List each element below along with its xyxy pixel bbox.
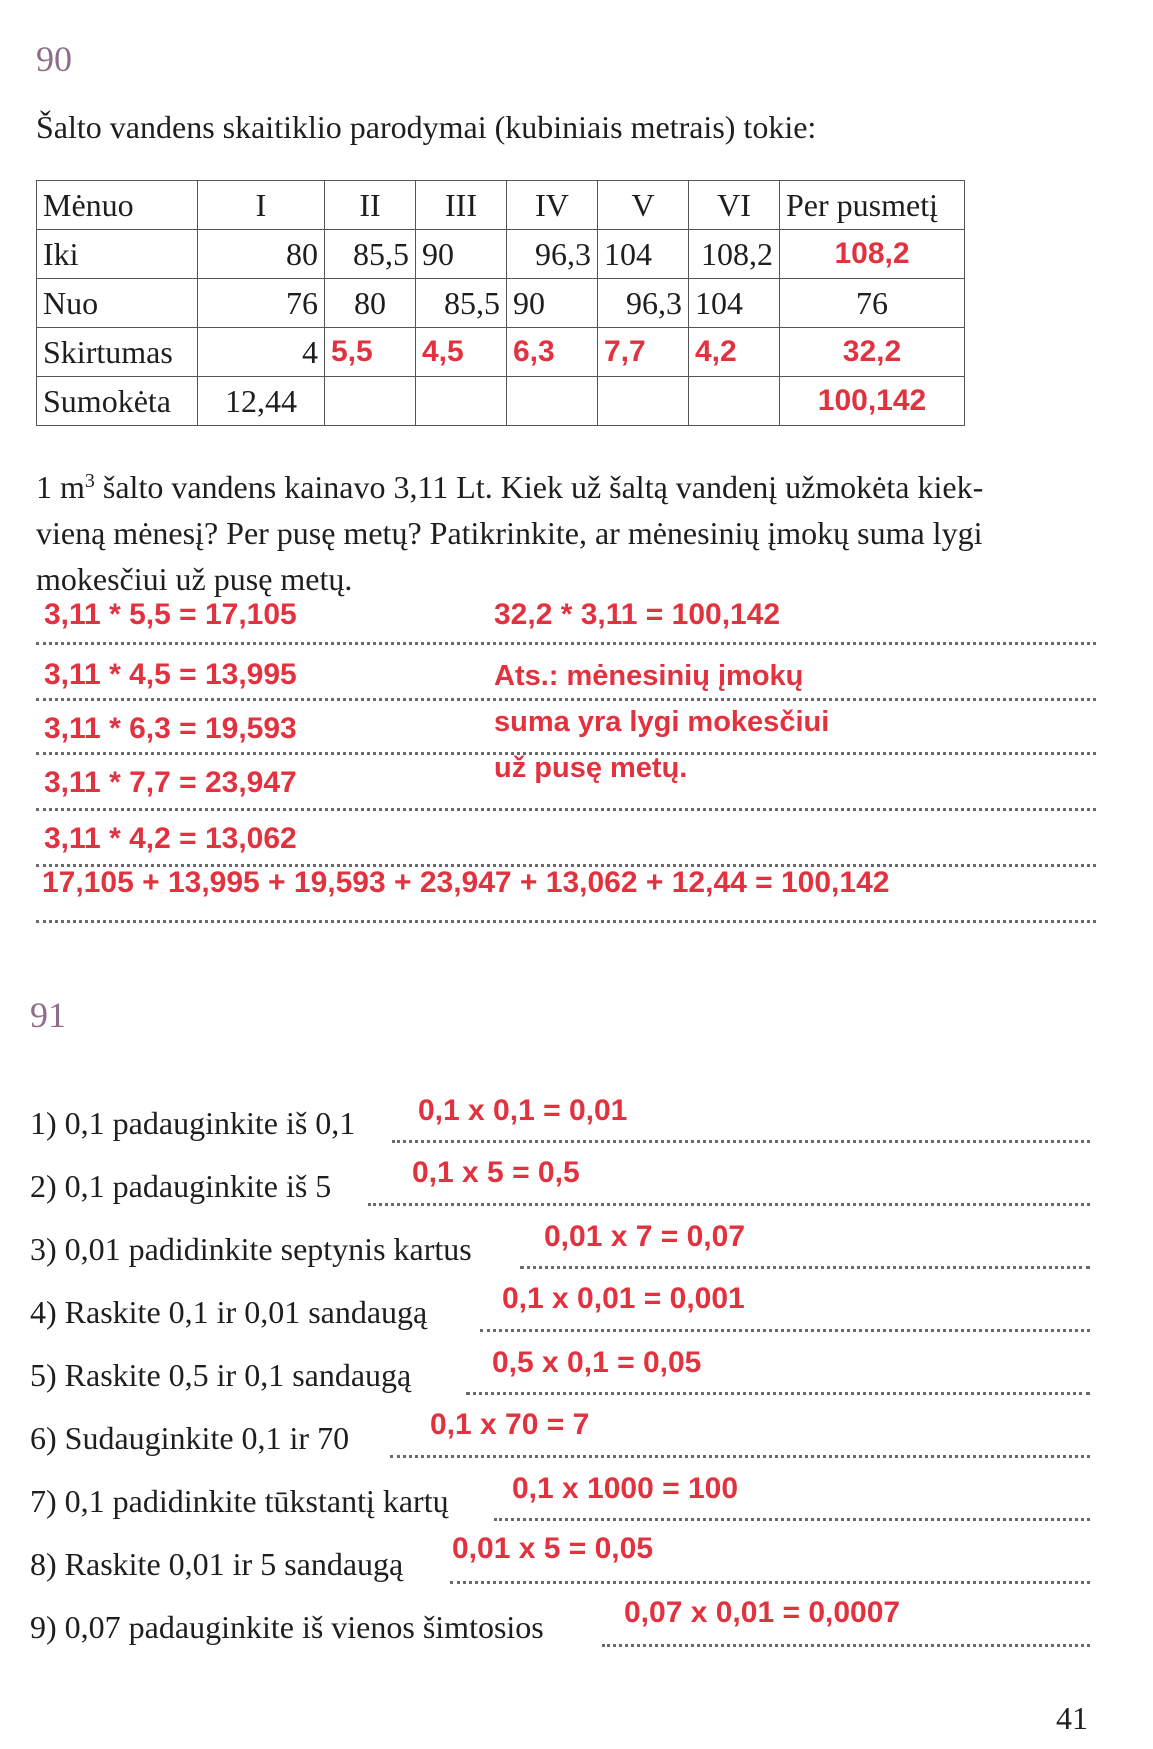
question-unit-exponent: 3 bbox=[84, 470, 95, 492]
table-row bbox=[37, 328, 965, 377]
row-label: Sumokėta bbox=[37, 377, 198, 426]
answer-dotted-line bbox=[480, 1329, 1090, 1332]
exercise-90-number: 90 bbox=[36, 39, 72, 79]
table-cell: 12,44 bbox=[198, 377, 325, 426]
table-header-row bbox=[37, 181, 965, 230]
header-cell: Per pusmetį bbox=[780, 181, 965, 230]
handwritten-answer: 0,1 x 1000 = 100 bbox=[512, 1472, 739, 1505]
handwritten-calc: 3,11 * 7,7 = 23,947 bbox=[44, 766, 297, 799]
header-cell: I bbox=[198, 181, 325, 230]
list-item: 2) 0,1 padauginkite iš 5 bbox=[30, 1168, 332, 1204]
handwritten-answer: už pusę metų. bbox=[494, 752, 688, 784]
exercise-91-number: 91 bbox=[30, 995, 66, 1035]
table-cell: 104 bbox=[598, 230, 689, 279]
handwritten-answer: 0,1 x 70 = 7 bbox=[430, 1408, 590, 1441]
table-cell: 85,5 bbox=[416, 279, 507, 328]
handwritten-calc: 3,11 * 6,3 = 19,593 bbox=[44, 712, 297, 745]
table-row bbox=[37, 279, 965, 328]
handwritten-answer: 0,01 x 7 = 0,07 bbox=[544, 1220, 746, 1253]
answer-dotted-line bbox=[36, 698, 1096, 701]
answer-dotted-line bbox=[466, 1392, 1090, 1395]
question-unit: 1 m bbox=[36, 469, 85, 505]
handwritten-cell: 4,2 bbox=[689, 328, 780, 377]
answer-dotted-line bbox=[36, 920, 1096, 923]
handwritten-cell: 6,3 bbox=[507, 328, 598, 377]
list-item: 9) 0,07 padauginkite iš vienos šimtosios bbox=[30, 1609, 544, 1645]
header-cell: VI bbox=[689, 181, 780, 230]
answer-dotted-line bbox=[450, 1581, 1090, 1584]
table-cell: 4 bbox=[198, 328, 325, 377]
list-item: 6) Sudauginkite 0,1 ir 70 bbox=[30, 1420, 350, 1456]
handwritten-answer: 0,1 x 5 = 0,5 bbox=[412, 1156, 580, 1189]
table-cell: 96,3 bbox=[507, 230, 598, 279]
handwritten-answer: 0,5 x 0,1 = 0,05 bbox=[492, 1346, 702, 1379]
question-text: šalto vandens kainavo 3,11 Lt. Kiek už šaltą vandenį užmokėta kiek- bbox=[94, 469, 984, 505]
water-meter-table bbox=[36, 180, 965, 426]
table-cell: 108,2 bbox=[689, 230, 780, 279]
table-cell: 80 bbox=[325, 279, 416, 328]
handwritten-cell: 32,2 bbox=[780, 328, 965, 377]
header-cell: Mėnuo bbox=[37, 181, 198, 230]
table-cell: 90 bbox=[416, 230, 507, 279]
list-item: 7) 0,1 padidinkite tūkstantį kartų bbox=[30, 1483, 449, 1519]
handwritten-total: 32,2 * 3,11 = 100,142 bbox=[494, 598, 781, 631]
handwritten-calc: 3,11 * 5,5 = 17,105 bbox=[44, 598, 297, 631]
handwritten-calc: 3,11 * 4,2 = 13,062 bbox=[44, 822, 297, 855]
exercise-90-intro: Šalto vandens skaitiklio parodymai (kubiniais metrais) tokie: bbox=[36, 109, 817, 145]
answer-dotted-line bbox=[494, 1518, 1090, 1521]
handwritten-cell: 7,7 bbox=[598, 328, 689, 377]
answer-dotted-line bbox=[520, 1266, 1090, 1269]
table-row bbox=[37, 230, 965, 279]
table-cell: 76 bbox=[780, 279, 965, 328]
table-row bbox=[37, 377, 965, 426]
answer-dotted-line bbox=[602, 1644, 1090, 1647]
answer-dotted-line bbox=[390, 1455, 1090, 1458]
row-label: Nuo bbox=[37, 279, 198, 328]
list-item: 3) 0,01 padidinkite septynis kartus bbox=[30, 1231, 472, 1267]
list-item: 8) Raskite 0,01 ir 5 sandaugą bbox=[30, 1546, 404, 1582]
table-cell bbox=[416, 377, 507, 426]
row-label: Skirtumas bbox=[37, 328, 198, 377]
table-cell bbox=[507, 377, 598, 426]
header-cell: III bbox=[416, 181, 507, 230]
table-cell bbox=[689, 377, 780, 426]
answer-dotted-line bbox=[392, 1140, 1090, 1143]
handwritten-cell: 108,2 bbox=[780, 230, 965, 279]
table-cell: 96,3 bbox=[598, 279, 689, 328]
table-cell: 76 bbox=[198, 279, 325, 328]
header-cell: IV bbox=[507, 181, 598, 230]
handwritten-answer: 0,1 x 0,01 = 0,001 bbox=[502, 1282, 745, 1315]
list-item: 4) Raskite 0,1 ir 0,01 sandaugą bbox=[30, 1294, 428, 1330]
table-cell: 85,5 bbox=[325, 230, 416, 279]
question-line-1 bbox=[36, 464, 983, 510]
answer-dotted-line bbox=[36, 808, 1096, 811]
handwritten-answer: Ats.: mėnesinių įmokų bbox=[494, 660, 804, 692]
handwritten-sum-check: 17,105 + 13,995 + 19,593 + 23,947 + 13,062 + 12,44 = 100,142 bbox=[42, 866, 890, 899]
handwritten-cell: 100,142 bbox=[780, 377, 965, 426]
handwritten-answer: 0,1 x 0,1 = 0,01 bbox=[418, 1094, 628, 1127]
handwritten-cell: 4,5 bbox=[416, 328, 507, 377]
page-number: 41 bbox=[1056, 1700, 1088, 1736]
answer-dotted-line bbox=[36, 642, 1096, 645]
header-cell: V bbox=[598, 181, 689, 230]
handwritten-cell: 5,5 bbox=[325, 328, 416, 377]
row-label: Iki bbox=[37, 230, 198, 279]
table-cell: 104 bbox=[689, 279, 780, 328]
answer-dotted-line bbox=[368, 1203, 1090, 1206]
table-cell bbox=[325, 377, 416, 426]
list-item: 1) 0,1 padauginkite iš 0,1 bbox=[30, 1105, 356, 1141]
question-line-3: mokesčiui už pusę metų. bbox=[36, 561, 353, 597]
handwritten-answer: 0,07 x 0,01 = 0,0007 bbox=[624, 1596, 901, 1629]
list-item: 5) Raskite 0,5 ir 0,1 sandaugą bbox=[30, 1357, 412, 1393]
table-cell: 90 bbox=[507, 279, 598, 328]
handwritten-calc: 3,11 * 4,5 = 13,995 bbox=[44, 658, 297, 691]
table-cell bbox=[598, 377, 689, 426]
question-line-2: vieną mėnesį? Per pusę metų? Patikrinkite, ar mėnesinių įmokų suma lygi bbox=[36, 515, 983, 551]
header-cell: II bbox=[325, 181, 416, 230]
handwritten-answer: suma yra lygi mokesčiui bbox=[494, 706, 830, 738]
table-cell: 80 bbox=[198, 230, 325, 279]
handwritten-answer: 0,01 x 5 = 0,05 bbox=[452, 1532, 654, 1565]
